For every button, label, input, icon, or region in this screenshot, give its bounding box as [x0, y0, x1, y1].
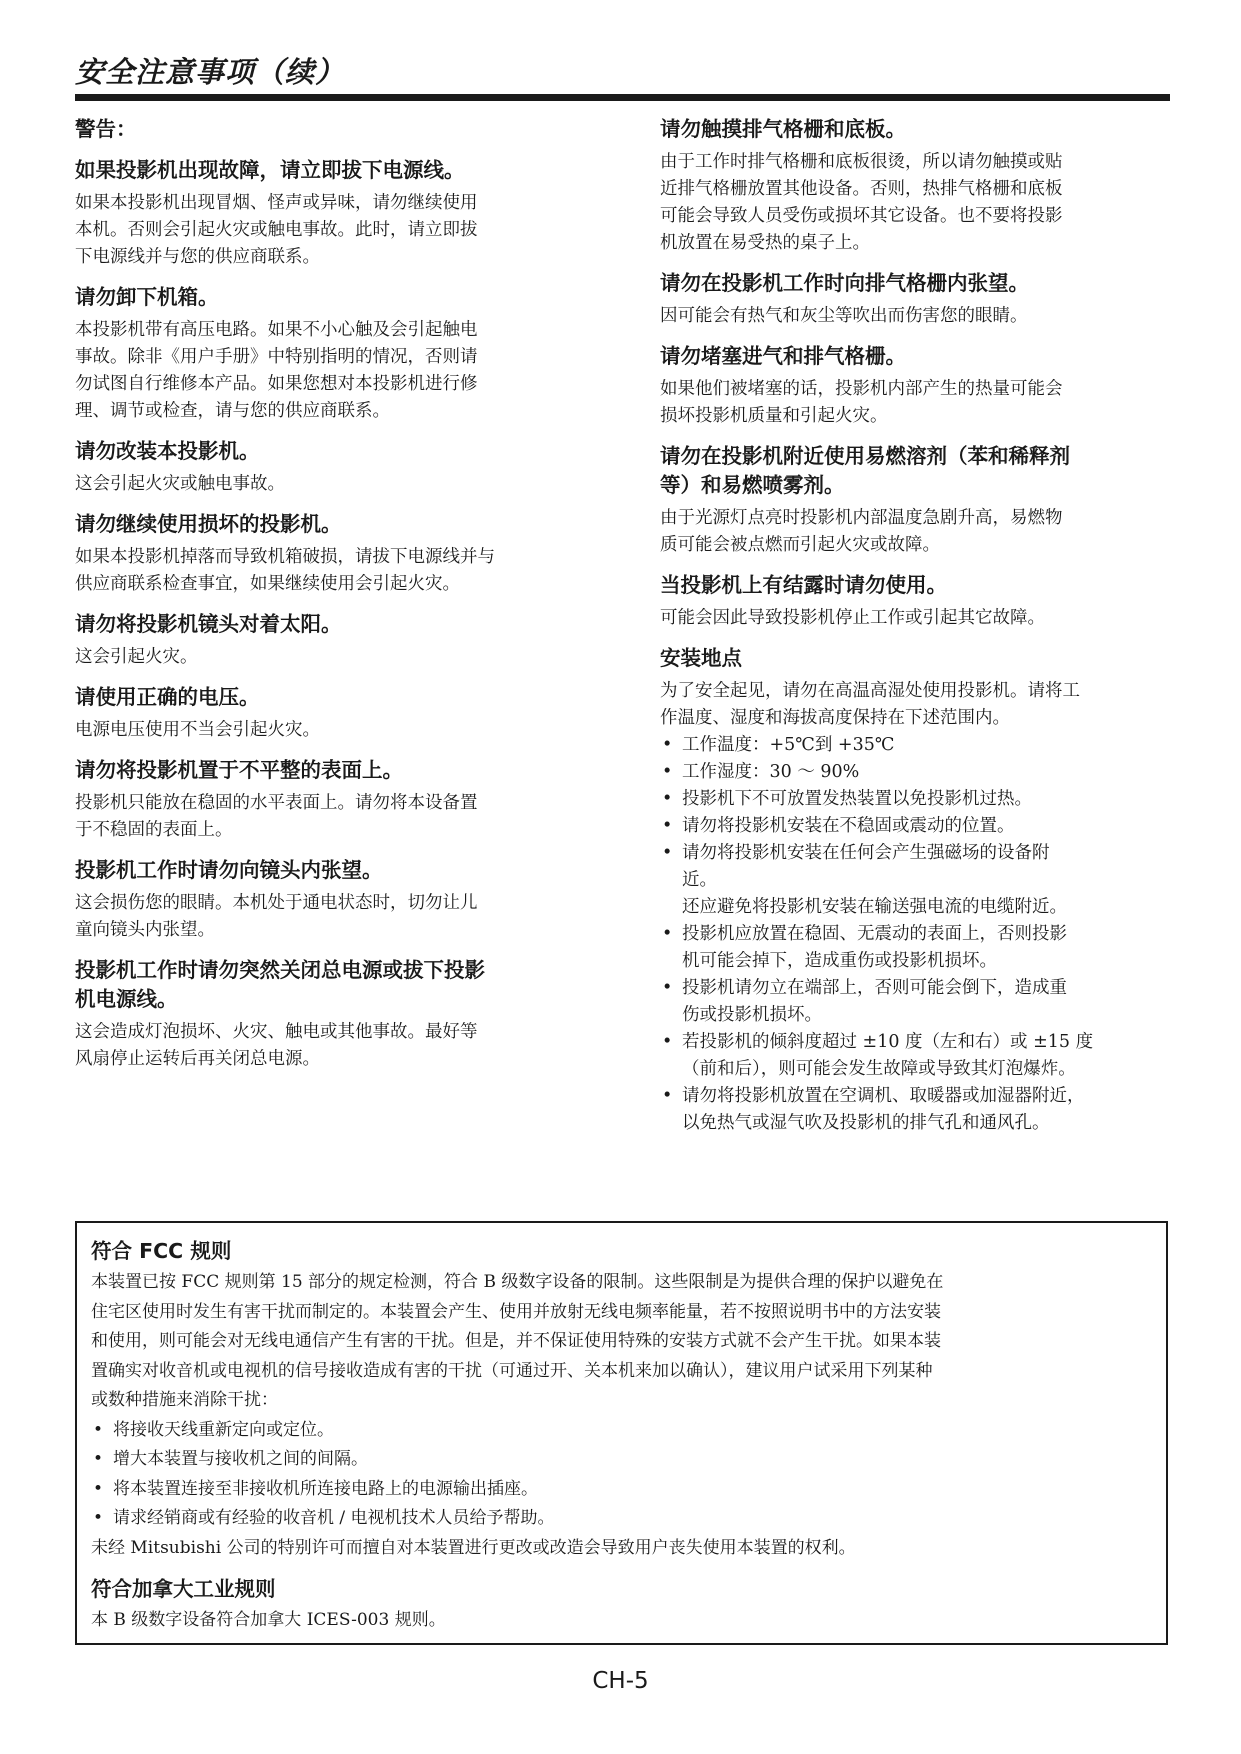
- body-line: 由于工作时排气格栅和底板很烫，所以请勿触摸或贴: [660, 152, 1063, 172]
- section-sun: [75, 610, 595, 671]
- list-item: [660, 813, 1172, 840]
- body-line: 这会损伤您的眼睛。本机处于通电状态时，切勿让儿: [75, 893, 478, 913]
- heading-line: 等）和易燃喷雾剂。: [660, 473, 845, 497]
- body-line: 下电源线并与您的供应商联系。: [75, 247, 320, 267]
- section-heading: 当投影机上有结露时请勿使用。: [660, 573, 947, 597]
- body-line: 勿试图自行维修本产品。如果您想对本投影机进行修: [75, 374, 478, 394]
- heading-line: 机电源线。: [75, 987, 178, 1011]
- heading-line: 请勿在投影机附近使用易燃溶剂（苯和稀释剂: [660, 444, 1070, 468]
- list-item: [660, 1083, 1172, 1137]
- canada-section: [91, 1575, 1152, 1636]
- body-line: 和使用，则可能会对无线电通信产生有害的干扰。但是，并不保证使用特殊的安装方式就不会产生干扰。如果本装: [91, 1331, 941, 1351]
- body-line: 电源电压使用不当会引起火灾。: [75, 720, 320, 740]
- body-line: 这会引起火灾或触电事故。: [75, 474, 285, 494]
- section-body: [75, 717, 595, 744]
- list-item: [660, 975, 1172, 1029]
- body-line: 供应商联系检查事宜，如果继续使用会引起火灾。: [75, 574, 460, 594]
- body-line: 如果他们被堵塞的话，投影机内部产生的热量可能会: [660, 379, 1063, 399]
- bullet-line: 机可能会掉下，造成重伤或投影机损坏。: [682, 951, 997, 971]
- list-item: • 将接收天线重新定向或定位。: [91, 1416, 1152, 1446]
- section-heading: 请勿在投影机工作时向排气格栅内张望。: [660, 271, 1029, 295]
- right-column: [660, 115, 1172, 1149]
- bullet-line: • 投影机请勿立在端部上，否则可能会倒下，造成重: [682, 978, 1067, 998]
- list-item: [660, 1029, 1172, 1083]
- body-line: 可能会导致人员受伤或损坏其它设备。也不要将投影: [660, 206, 1063, 226]
- body-line: 置确实对收音机或电视机的信号接收造成有害的干扰（可通过开、关本机来加以确认），建议用户试采用下列某种: [91, 1360, 933, 1381]
- section-body: [75, 471, 595, 498]
- section-heading: 请勿将投影机置于不平整的表面上。: [75, 758, 403, 782]
- section-heading: [660, 442, 1172, 500]
- body-line: 事故。除非《用户手册》中特别指明的情况，否则请: [75, 347, 478, 367]
- bullet-line: • 工作湿度：30 ～ 90%: [682, 762, 860, 782]
- section-body: [75, 190, 595, 271]
- body-line: 机放置在易受热的桌子上。: [660, 233, 870, 253]
- bullet-line: （前和后），则可能会发生故障或导致其灯泡爆炸。: [682, 1059, 1076, 1079]
- section-body: [75, 544, 595, 598]
- body-line: 近排气格栅放置其他设备。否则，热排气格栅和底板: [660, 179, 1063, 199]
- bullet-line: 还应避免将投影机安装在输送强电流的电缆附近。: [682, 897, 1067, 917]
- body-line: 或数种措施来消除干扰：: [91, 1390, 278, 1410]
- list-item: [660, 786, 1172, 813]
- warning-label-section: [75, 115, 595, 144]
- body-line: 这会引起火灾。: [75, 647, 198, 667]
- section-heading: 请勿继续使用损坏的投影机。: [75, 512, 342, 536]
- body-line: 这会造成灯泡损坏、火灾、触电或其他事故。最好等: [75, 1022, 478, 1042]
- section-modify: [75, 437, 595, 498]
- bullet-line: • 投影机下不可放置发热装置以免投影机过热。: [682, 789, 1032, 809]
- body-line: 于不稳固的表面上。: [75, 820, 233, 840]
- bullet-line: • 请勿将投影机安装在不稳固或震动的位置。: [682, 816, 1015, 836]
- section-body: [75, 890, 595, 944]
- fcc-bullet-list: [91, 1416, 1152, 1534]
- fcc-footer-text: 未经 Mitsubishi 公司的特别许可而擅自对本装置进行更改或改造会导致用户丧失使用本装置的权利。: [91, 1537, 856, 1558]
- section-heading: 请勿改装本投影机。: [75, 439, 260, 463]
- bullet-line: • 请勿将投影机安装在任何会产生强磁场的设备附: [682, 843, 1050, 863]
- body-line: 风扇停止运转后再关闭总电源。: [75, 1049, 320, 1069]
- section-cabinet: [75, 283, 595, 425]
- section-heading: 请勿卸下机箱。: [75, 285, 219, 309]
- section-heading: 如果投影机出现故障，请立即拔下电源线。: [75, 158, 465, 182]
- list-item: [660, 759, 1172, 786]
- section-body: [75, 1019, 595, 1073]
- section-body: [660, 376, 1172, 430]
- canada-heading: 符合加拿大工业规则: [91, 1577, 276, 1601]
- canada-text: 本 B 级数字设备符合加拿大 ICES-003 规则。: [91, 1610, 446, 1630]
- section-lens: [75, 856, 595, 944]
- section-heading: 安装地点: [660, 646, 742, 670]
- body-line: 童向镜头内张望。: [75, 920, 215, 940]
- bullet-line: 以免热气或湿气吹及投影机的排气孔和通风孔。: [682, 1113, 1050, 1133]
- section-heading: 投影机工作时请勿向镜头内张望。: [75, 858, 383, 882]
- bullet-line: • 请勿将投影机放置在空调机、取暖器或加湿器附近，: [682, 1086, 1085, 1106]
- body-line: 本机。否则会引起火灾或触电事故。此时，请立即拔: [75, 220, 478, 240]
- body-line: 住宅区使用时发生有害干扰而制定的。本装置会产生、使用并放射无线电频率能量，若不按照说明书中的方法安装: [91, 1301, 941, 1322]
- body-line: 质可能会被点燃而引起火灾或故障。: [660, 535, 940, 555]
- section-heading: 请勿将投影机镜头对着太阳。: [75, 612, 342, 636]
- section-heading: 请勿触摸排气格栅和底板。: [660, 117, 906, 141]
- section-install-location: [660, 644, 1172, 1137]
- section-flammable: [660, 442, 1172, 559]
- bullet-line: • 投影机应放置在稳固、无震动的表面上，否则投影: [682, 924, 1067, 944]
- body-line: 本装置已按 FCC 规则第 15 部分的规定检测，符合 B 级数字设备的限制。这些限制是为提供合理的保护以避免在: [91, 1272, 944, 1292]
- title-rule: [75, 94, 1170, 101]
- section-power-off: [75, 956, 595, 1073]
- heading-line: 投影机工作时请勿突然关闭总电源或拔下投影: [75, 958, 485, 982]
- section-heading: [75, 956, 595, 1014]
- list-item: [660, 921, 1172, 975]
- list-item: • 增大本装置与接收机之间的间隔。: [91, 1445, 1152, 1475]
- section-body: [660, 605, 1172, 632]
- body-line: 由于光源灯点亮时投影机内部温度急剧升高，易燃物: [660, 508, 1063, 528]
- body-line: 损坏投影机质量和引起火灾。: [660, 406, 888, 426]
- section-exhaust-look: [660, 269, 1172, 330]
- section-body: [660, 678, 1172, 732]
- section-heading: 请勿堵塞进气和排气格栅。: [660, 344, 906, 368]
- body-line: 为了安全起见，请勿在高温高湿处使用投影机。请将工: [660, 681, 1080, 701]
- bullet-line: • 若投影机的倾斜度超过 ±10 度（左和右）或 ±15 度: [682, 1032, 1094, 1052]
- list-item: • 将本装置连接至非接收机所连接电路上的电源输出插座。: [91, 1475, 1152, 1505]
- body-line: 可能会因此导致投影机停止工作或引起其它故障。: [660, 608, 1045, 628]
- body-line: 理、调节或检查，请与您的供应商联系。: [75, 401, 390, 421]
- list-item: [660, 840, 1172, 921]
- bullet-line: 近。: [682, 870, 717, 890]
- page-title: 安全注意事项（续）: [75, 55, 346, 89]
- section-body: [75, 317, 595, 425]
- fcc-body: [91, 1268, 1152, 1416]
- section-heading: 请使用正确的电压。: [75, 685, 260, 709]
- section-condensation: [660, 571, 1172, 632]
- list-item: [660, 732, 1172, 759]
- warning-label: 警告：: [75, 117, 137, 141]
- page-number: CH-5: [592, 1668, 649, 1694]
- body-line: 因可能会有热气和灰尘等吹出而伤害您的眼睛。: [660, 306, 1028, 326]
- fcc-heading: 符合 FCC 规则: [91, 1239, 232, 1263]
- section-uneven-surface: [75, 756, 595, 844]
- section-body: [75, 790, 595, 844]
- section-body: [660, 303, 1172, 330]
- body-line: 如果本投影机出现冒烟、怪声或异味，请勿继续使用: [75, 193, 478, 213]
- body-line: 如果本投影机掉落而导致机箱破损，请拔下电源线并与: [75, 547, 495, 567]
- bullet-line: 伤或投影机损坏。: [682, 1005, 822, 1025]
- body-line: 投影机只能放在稳固的水平表面上。请勿将本设备置: [75, 793, 478, 813]
- install-bullet-list: [660, 732, 1172, 1137]
- section-exhaust-touch: [660, 115, 1172, 257]
- section-damaged: [75, 510, 595, 598]
- left-column: [75, 115, 595, 1085]
- section-malfunction: [75, 156, 595, 271]
- fcc-compliance-box: [75, 1221, 1168, 1645]
- section-voltage: [75, 683, 595, 744]
- section-body: [660, 149, 1172, 257]
- section-body: [75, 644, 595, 671]
- bullet-line: • 工作温度：+5℃到 +35℃: [682, 735, 895, 755]
- body-line: 作温度、湿度和海拔高度保持在下述范围内。: [660, 708, 1010, 728]
- section-vent-block: [660, 342, 1172, 430]
- page-header: [75, 52, 1170, 101]
- section-body: [660, 505, 1172, 559]
- list-item: • 请求经销商或有经验的收音机 / 电视机技术人员给予帮助。: [91, 1504, 1152, 1534]
- body-line: 本投影机带有高压电路。如果不小心触及会引起触电: [75, 320, 478, 340]
